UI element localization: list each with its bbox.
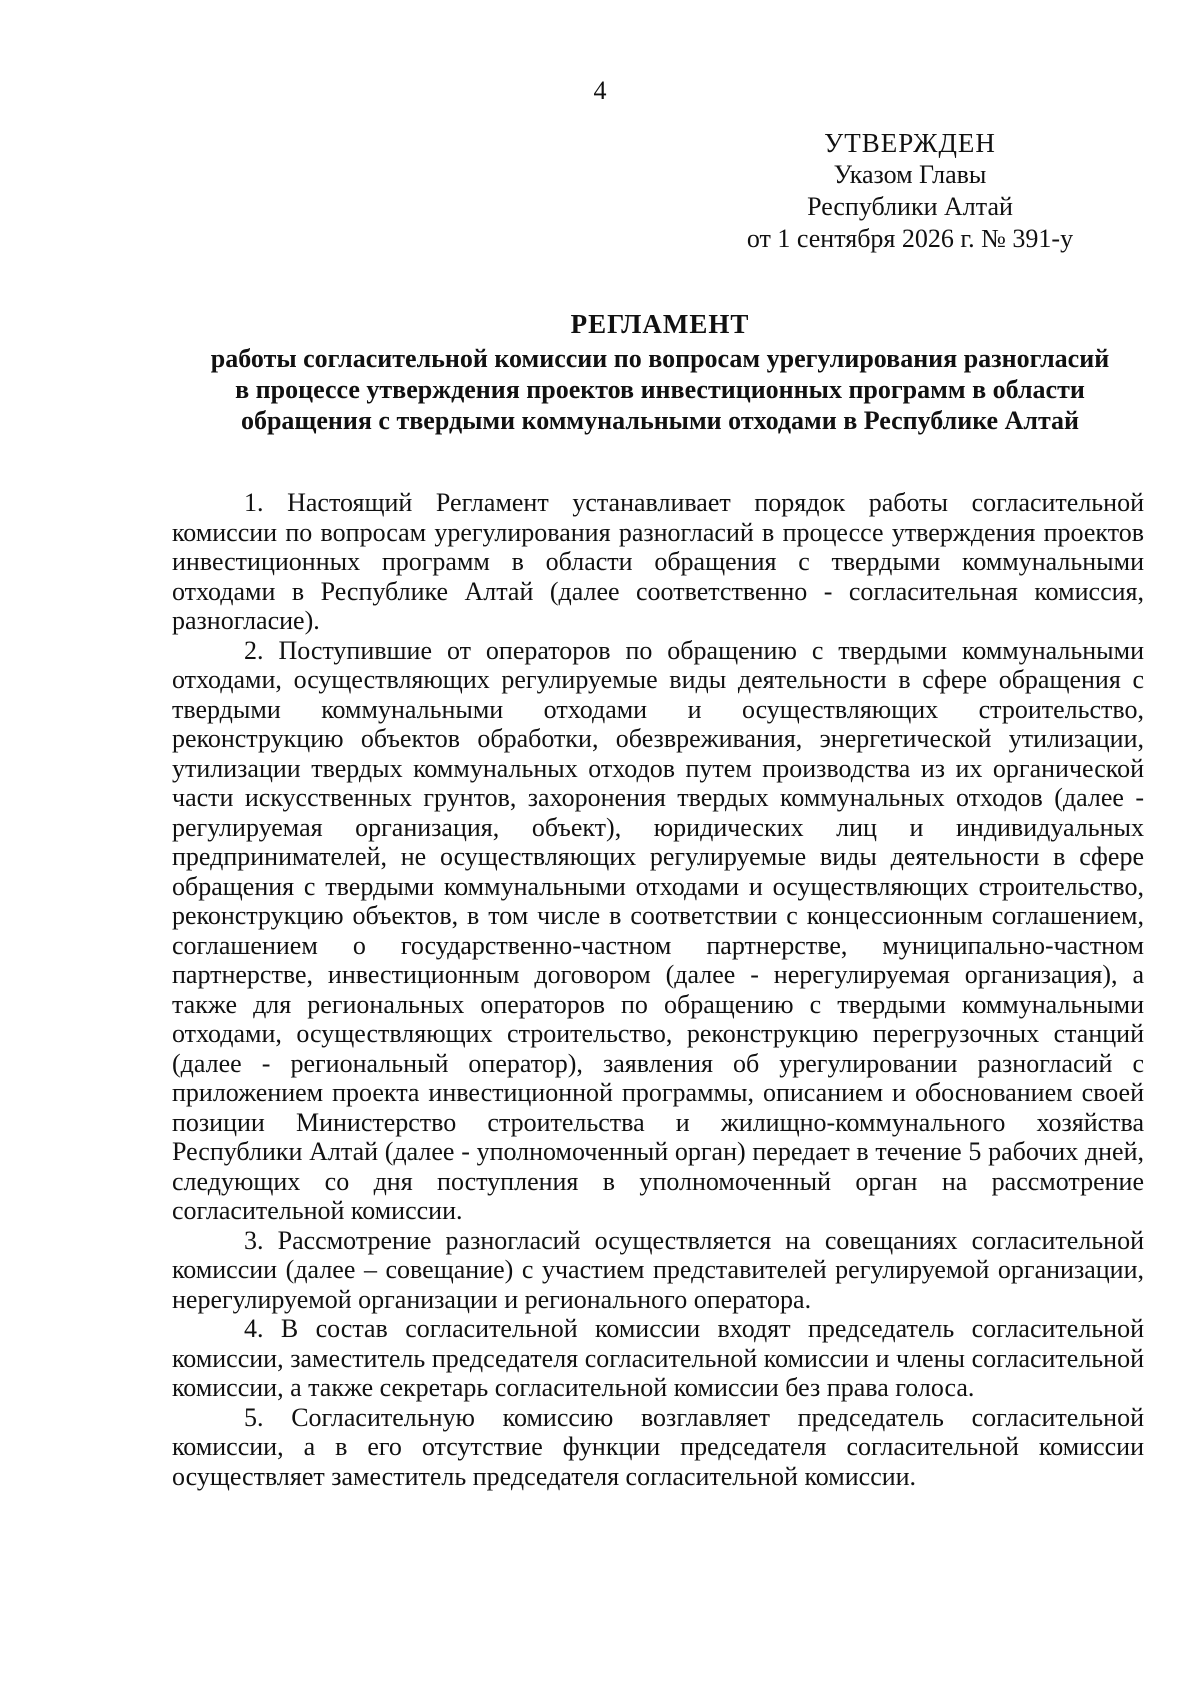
document-subtitle-line-2: в процессе утверждения проектов инвестиционных программ в области bbox=[235, 375, 1085, 404]
paragraph-3: 3. Рассмотрение разногласий осуществляется на совещаниях согласительной комиссии (далее – совещание) с участием представителей регулируемой организации, нерегулируемой организации и регионального оператора. bbox=[172, 1225, 1144, 1314]
document-subtitle-line-3: обращения с твердыми коммунальными отходами в Республике Алтай bbox=[240, 406, 1080, 435]
document-title: РЕГЛАМЕНТ bbox=[570, 309, 750, 339]
document-title-block bbox=[150, 307, 1170, 436]
approval-heading: УТВЕРЖДЕН bbox=[824, 128, 996, 158]
document-subtitle-line-1: работы согласительной комиссии по вопросам урегулирования разногласий bbox=[210, 344, 1110, 373]
approval-line-2: Республики Алтай bbox=[807, 192, 1013, 221]
page-number: 4 bbox=[593, 76, 607, 105]
approval-line-1: Указом Главы bbox=[833, 160, 987, 189]
approval-line-3: от 1 сентября 2026 г. № 391-у bbox=[746, 224, 1074, 253]
paragraph-2: 2. Поступившие от операторов по обращению с твердыми коммунальными отходами, осуществляющих регулируемые виды деятельности в сфере обращения с твердыми коммунальными отходами и осуществляющих строительство, реконструкцию объектов обработки, обезвреживания, энергетической утилизации, утилизации твердых коммунальных отходов путем производства из их органической части искусственных грунтов, захоронения твердых коммунальных отходов (далее - регулируемая организация, объект), юридических лиц и индивидуальных предпринимателей, не осуществляющих регулируемые виды деятельности в сфере обращения с твердыми коммунальными отходами и осуществляющих строительство, реконструкцию объектов, в том числе в соответствии с концессионным соглашением, соглашением о государственно-частном партнерстве, муниципально-частном партнерстве, инвестиционным договором (далее - нерегулируемая организация), а также для региональных операторов по обращению с твердыми коммунальными отходами, осуществляющих строительство, реконструкцию перегрузочных станций (далее - региональный оператор), заявления об урегулировании разногласий с приложением проекта инвестиционной программы, описанием и обоснованием своей позиции Министерство строительства и жилищно-коммунального хозяйства Республики Алтай (далее - уполномоченный орган) передает в течение 5 рабочих дней, следующих со дня поступления в уполномоченный орган на рассмотрение согласительной комиссии. bbox=[172, 635, 1144, 1225]
document-body bbox=[172, 488, 1144, 1491]
paragraph-4: 4. В состав согласительной комиссии входят председатель согласительной комиссии, заместитель председателя согласительной комиссии и члены согласительной комиссии, а также секретарь согласительной комиссии без права голоса. bbox=[172, 1314, 1144, 1402]
paragraph-1: 1. Настоящий Регламент устанавливает порядок работы согласительной комиссии по вопросам урегулирования разногласий в процессе утверждения проектов инвестиционных программ в области обращения с твердыми коммунальными отходами в Республике Алтай (далее соответственно - согласительная комиссия, разногласие). bbox=[172, 488, 1144, 635]
approval-stamp bbox=[745, 127, 1075, 255]
paragraph-5: 5. Согласительную комиссию возглавляет председатель согласительной комиссии, а в его отсутствие функции председателя согласительной комиссии осуществляет заместитель председателя согласительной комиссии. bbox=[172, 1402, 1144, 1491]
